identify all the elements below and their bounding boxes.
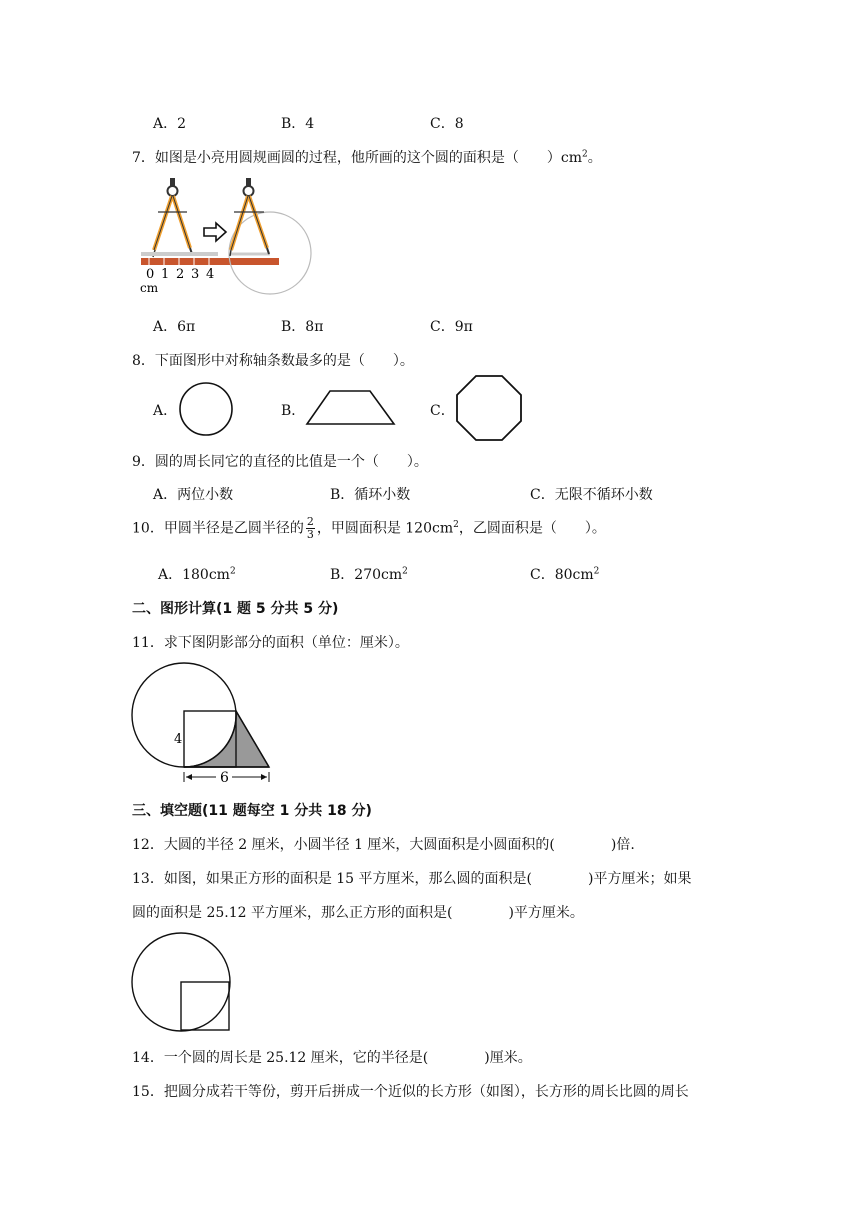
q7-question: 7．如图是小亮用圆规画圆的过程，他所画的这个圆的面积是（ ）$cm^2$。 <box>132 149 602 166</box>
q9-question: 9．圆的周长同它的直径的比值是一个（ ）。 <box>132 454 428 470</box>
q7-option-a: A．6π <box>153 319 196 335</box>
q14-question: 14．一个圆的周长是 25.12 厘米，它的半径是( )厘米。 <box>132 1050 532 1066</box>
ruler-tick-0: 0 <box>146 267 155 282</box>
q9-option-b: B．循环小数 <box>330 487 411 503</box>
q10-option-b: B．$270cm^2$ <box>330 566 408 583</box>
ruler-tick-4: 4 <box>206 267 215 282</box>
q11-question: 11．求下图阴影部分的面积（单位：厘米）。 <box>132 635 409 651</box>
q12-question: 12．大圆的半径 2 厘米，小圆半径 1 厘米，大圆面积是小圆面积的( )倍. <box>132 837 635 853</box>
q10-option-a: A．$180cm^2$ <box>158 566 236 583</box>
q8-option-b: B． <box>281 403 306 419</box>
shaded-area-figure <box>128 660 278 786</box>
section-2-title: 二、图形计算(1 题 5 分共 5 分) <box>132 601 339 617</box>
q9-option-a: A．两位小数 <box>153 487 234 503</box>
compass-drawing-figure <box>138 176 318 298</box>
q6-option-c: C．8 <box>430 116 464 132</box>
section-3-title: 三、填空题(11 题每空 1 分共 18 分) <box>132 803 372 819</box>
q10-option-c: C．$80cm^2$ <box>530 566 600 583</box>
q6-option-a: A．2 <box>153 116 187 132</box>
compass-icon <box>153 178 192 257</box>
q8-option-c: C． <box>430 403 455 419</box>
fraction-two-thirds: $\frac{2}{3}$ <box>306 515 314 542</box>
octagon-shape-icon <box>454 374 524 442</box>
q10-question: 10．甲圆半径是乙圆半径的 $\frac{2}{3}$ ，甲圆面积是 $120cm^2$，乙圆面积是（ ）。 <box>132 515 606 542</box>
height-label: 4 <box>174 732 183 747</box>
q7-option-b: B．8π <box>281 319 324 335</box>
ruler-tick-2: 2 <box>176 267 185 282</box>
q9-option-c: C．无限不循环小数 <box>530 487 653 503</box>
ruler <box>140 254 279 295</box>
ruler-unit: cm <box>140 281 159 295</box>
ruler-tick-3: 3 <box>191 267 200 282</box>
circle-shape-icon <box>177 382 235 438</box>
q15-question: 15．把圆分成若干等份，剪开后拼成一个近似的长方形（如图），长方形的周长比圆的周长 <box>132 1084 689 1100</box>
ruler-tick-1: 1 <box>161 267 170 282</box>
circle-square-figure <box>130 932 234 1034</box>
q8-question: 8．下面图形中对称轴条数最多的是（ ）。 <box>132 353 414 369</box>
width-label: 6 <box>220 770 229 786</box>
q13-question-line2: 圆的面积是 25.12 平方厘米，那么正方形的面积是( )平方厘米。 <box>132 905 584 921</box>
q13-question-line1: 13．如图，如果正方形的面积是 15 平方厘米，那么圆的面积是( )平方厘米；如果 <box>132 871 692 887</box>
q8-option-a: A． <box>153 403 178 419</box>
q6-option-b: B．4 <box>281 116 315 132</box>
trapezoid-shape-icon <box>305 389 397 427</box>
shaded-region <box>184 711 269 767</box>
right-arrow-icon <box>204 223 226 241</box>
q7-option-c: C．9π <box>430 319 473 335</box>
